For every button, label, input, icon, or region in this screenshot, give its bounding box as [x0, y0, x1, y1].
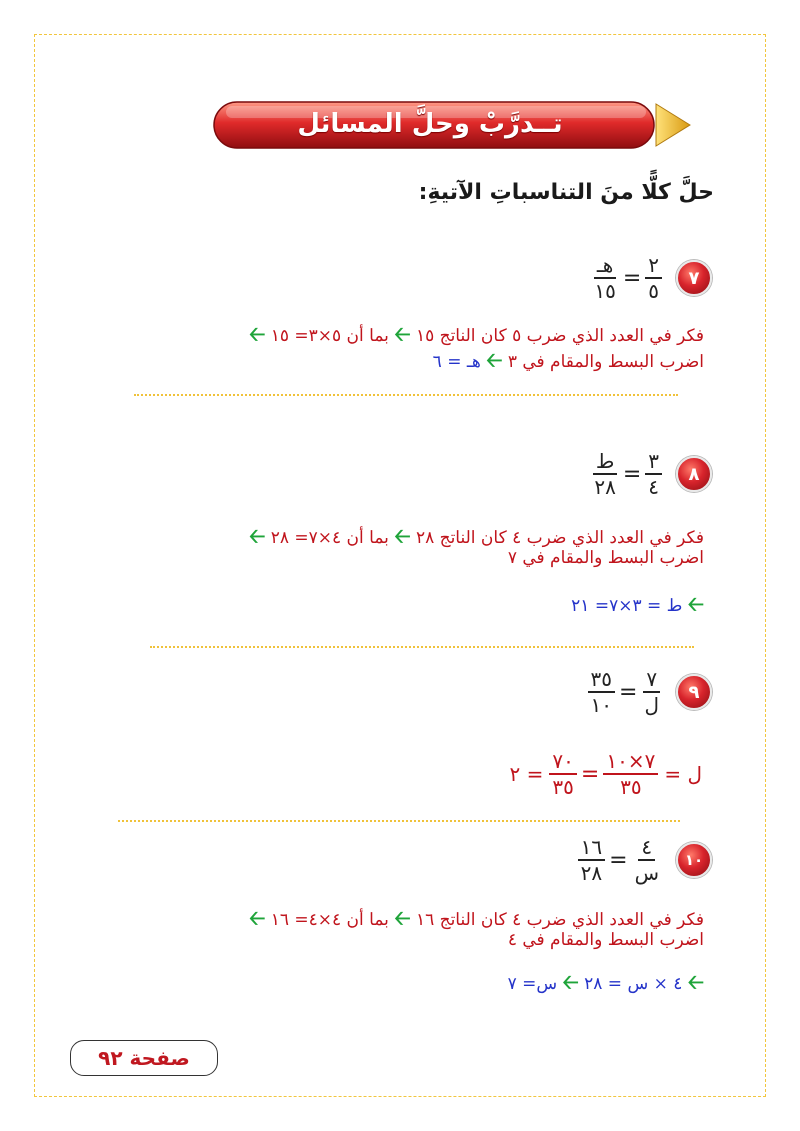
arrow-left-icon: 🡠	[486, 348, 503, 372]
proportion-equation: $\frac{\text{ط}}{٢٨}$ = $\frac{٣}{٤}$	[591, 450, 662, 498]
arrow-left-icon: 🡠	[562, 970, 579, 994]
problem-7-header	[591, 254, 712, 302]
arrow-left-icon: 🡠	[394, 322, 411, 346]
arrow-left-icon: 🡠	[394, 906, 411, 930]
proportion-equation: $\frac{٣٥}{١٠}$ = $\frac{٧}{\text{ل}}$	[588, 668, 662, 716]
solution-line: 🡠 ٤ × س = ٢٨ 🡠 س= ٧	[507, 970, 704, 994]
problem-8-header	[591, 450, 712, 498]
problem-number-badge: ٩	[676, 674, 712, 710]
problem-9-header	[588, 668, 712, 716]
proportion-equation: $\frac{\text{هـ}}{١٥}$ = $\frac{٢}{٥}$	[591, 254, 662, 302]
problem-number-badge: ١٠	[676, 842, 712, 878]
fraction: $\frac{٧\times ١٠}{٣٥}$	[603, 750, 658, 798]
solution-line: فكر في العدد الذي ضرب ٤ كان الناتج ١٦ 🡠 بما أن ٤×٤= ١٦ 🡠	[249, 906, 704, 930]
arrow-left-icon: 🡠	[394, 524, 411, 548]
arrow-left-icon: 🡠	[249, 906, 266, 930]
dotted-divider	[118, 820, 680, 822]
fraction: $\frac{٧٠}{٣٥}$	[549, 750, 576, 798]
dotted-divider	[134, 394, 678, 396]
arrow-left-icon: 🡠	[687, 970, 704, 994]
fraction: $\frac{٣}{٤}$	[645, 450, 662, 498]
fraction: $\frac{٣٥}{١٠}$	[588, 668, 615, 716]
problem-10-header	[578, 836, 712, 884]
solution-line: اضرب البسط والمقام في ٧	[507, 548, 704, 568]
solution-line: اضرب البسط والمقام في ٣ 🡠 هـ = ٦	[432, 348, 704, 372]
problem-number-badge: ٨	[676, 456, 712, 492]
solution-line: 🡠 ط = ٣×٧= ٢١	[571, 592, 704, 616]
page-number: صفحة ٩٢	[70, 1040, 218, 1076]
fraction: $\frac{٧}{\text{ل}}$	[644, 667, 659, 717]
fraction: $\frac{\text{هـ}}{١٥}$	[594, 253, 616, 303]
dotted-divider	[150, 646, 694, 648]
fraction: $\frac{١٦}{٢٨}$	[578, 836, 605, 884]
fraction: $\frac{\text{ط}}{٢٨}$	[594, 449, 616, 499]
instruction-text: حلَّ كلًّا منَ التناسباتِ الآتيةِ:	[418, 180, 714, 205]
fraction: $\frac{٢}{٥}$	[645, 254, 662, 302]
arrow-left-icon: 🡠	[249, 322, 266, 346]
solution-equation: ل = = ٢ $\frac{٧٠}{٣٥}$ = $\frac{٧\times ١٠}{٣٥}$	[509, 749, 702, 799]
solution-line: فكر في العدد الذي ضرب ٤ كان الناتج ٢٨ 🡠 بما أن ٤×٧= ٢٨ 🡠	[249, 524, 704, 548]
fraction: $\frac{٤}{\text{س}}$	[634, 835, 659, 885]
section-title: تــدرَّبْ وحلَّ المسائل	[297, 109, 563, 139]
solution-line: اضرب البسط والمقام في ٤	[507, 930, 704, 950]
arrow-left-icon: 🡠	[687, 592, 704, 616]
proportion-equation: $\frac{١٦}{٢٨}$ = $\frac{٤}{\text{س}}$	[578, 836, 662, 884]
solution-line: فكر في العدد الذي ضرب ٥ كان الناتج ١٥ 🡠 بما أن ٥×٣= ١٥ 🡠	[249, 322, 704, 346]
problem-number-badge: ٧	[676, 260, 712, 296]
arrow-left-icon: 🡠	[249, 524, 266, 548]
